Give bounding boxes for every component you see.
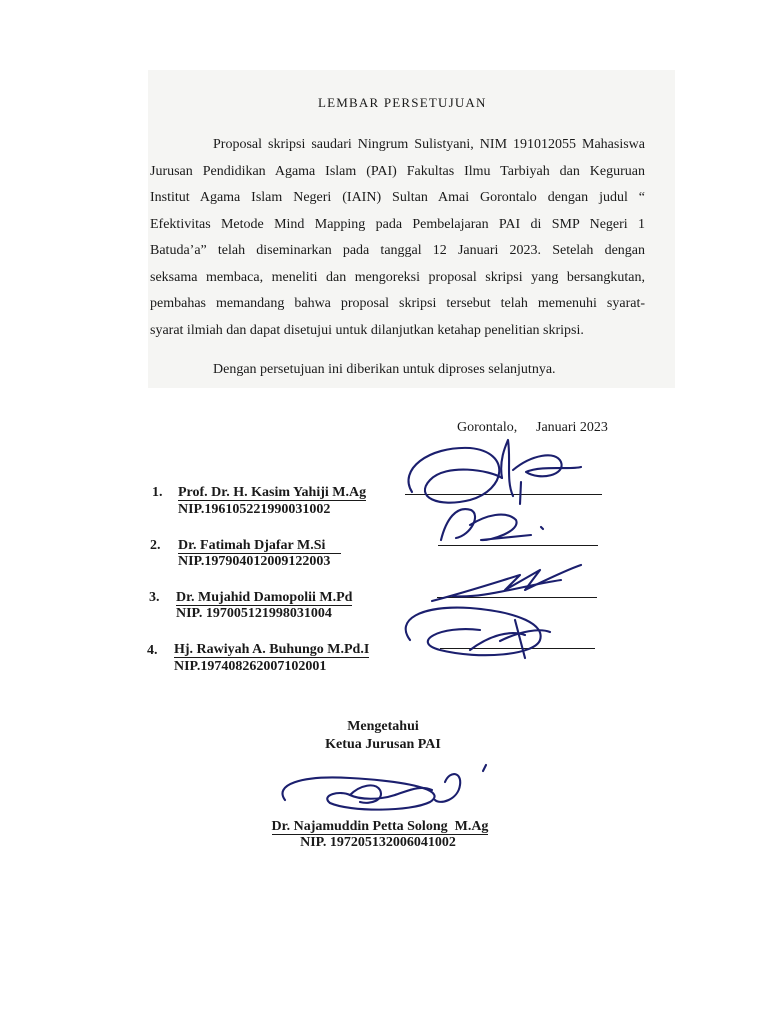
document-title: LEMBAR PERSETUJUAN (318, 95, 487, 110)
place-label: Gorontalo, (457, 420, 518, 435)
signature-line (437, 597, 597, 598)
signature-line (438, 545, 598, 546)
examiner-number: 3. (149, 590, 160, 605)
signature-line (440, 648, 595, 649)
examiner-number: 1. (152, 485, 163, 500)
body-line: Jurusan Pendidikan Agama Islam (PAI) Fakultas Ilmu Tarbiyah dan Keguruan (150, 163, 645, 179)
body-line: Efektivitas Metode Mind Mapping pada Pembelajaran PAI di SMP Negeri 1 (150, 216, 645, 232)
signature-examiner-3 (432, 565, 581, 601)
examiner-name: Prof. Dr. H. Kasim Yahiji M.Ag (178, 485, 367, 500)
head-of-department-nip: NIP. 197205132006041002 (300, 835, 456, 850)
body-line: Institut Agama Islam Negeri (IAIN) Sultan Amai Gorontalo dengan judul “ (150, 190, 645, 205)
head-of-department-name: Dr. Najamuddin Petta Solong M.Ag (271, 819, 489, 834)
signature-line (405, 494, 602, 495)
examiner-name: Dr. Fatimah Djafar M.Si (178, 538, 341, 554)
examiner-name: Dr. Mujahid Damopolii M.Pd (176, 590, 353, 605)
examiner-nip: NIP.197904012009122003 (178, 554, 331, 569)
acknowledgement-role: Ketua Jurusan PAI (325, 737, 441, 752)
signature-examiner-2 (441, 509, 543, 540)
examiner-name: Hj. Rawiyah A. Buhungo M.Pd.I (174, 642, 370, 657)
body-line: Batuda’a” telah diseminarkan pada tanggal 12 Januari 2023. Setelah dengan (150, 243, 645, 258)
body-line: syarat ilmiah dan dapat disetujui untuk dilanjutkan ketahap penelitian skripsi. (150, 322, 584, 338)
examiner-number: 4. (147, 643, 158, 658)
body-line: Proposal skripsi saudari Ningrum Sulistyani, NIM 191012055 Mahasiswa (213, 137, 645, 152)
signature-examiner-4 (406, 608, 550, 658)
date-label: Januari 2023 (536, 420, 608, 435)
examiner-nip: NIP. 197005121998031004 (176, 606, 332, 621)
signature-head-of-department (283, 765, 486, 810)
examiner-nip: NIP.196105221990031002 (178, 502, 331, 517)
body-line: seksama membaca, meneliti dan mengoreksi proposal skripsi yang bersangkutan, (150, 269, 645, 285)
acknowledgement-heading: Mengetahui (347, 719, 419, 734)
examiner-nip: NIP.197408262007102001 (174, 659, 327, 674)
examiner-number: 2. (150, 538, 161, 553)
head-name-block (230, 818, 530, 834)
closing-sentence: Dengan persetujuan ini diberikan untuk diproses selanjutnya. (213, 362, 556, 377)
body-line: pembahas memandang bahwa proposal skripsi tersebut telah memenuhi syarat- (150, 296, 645, 311)
